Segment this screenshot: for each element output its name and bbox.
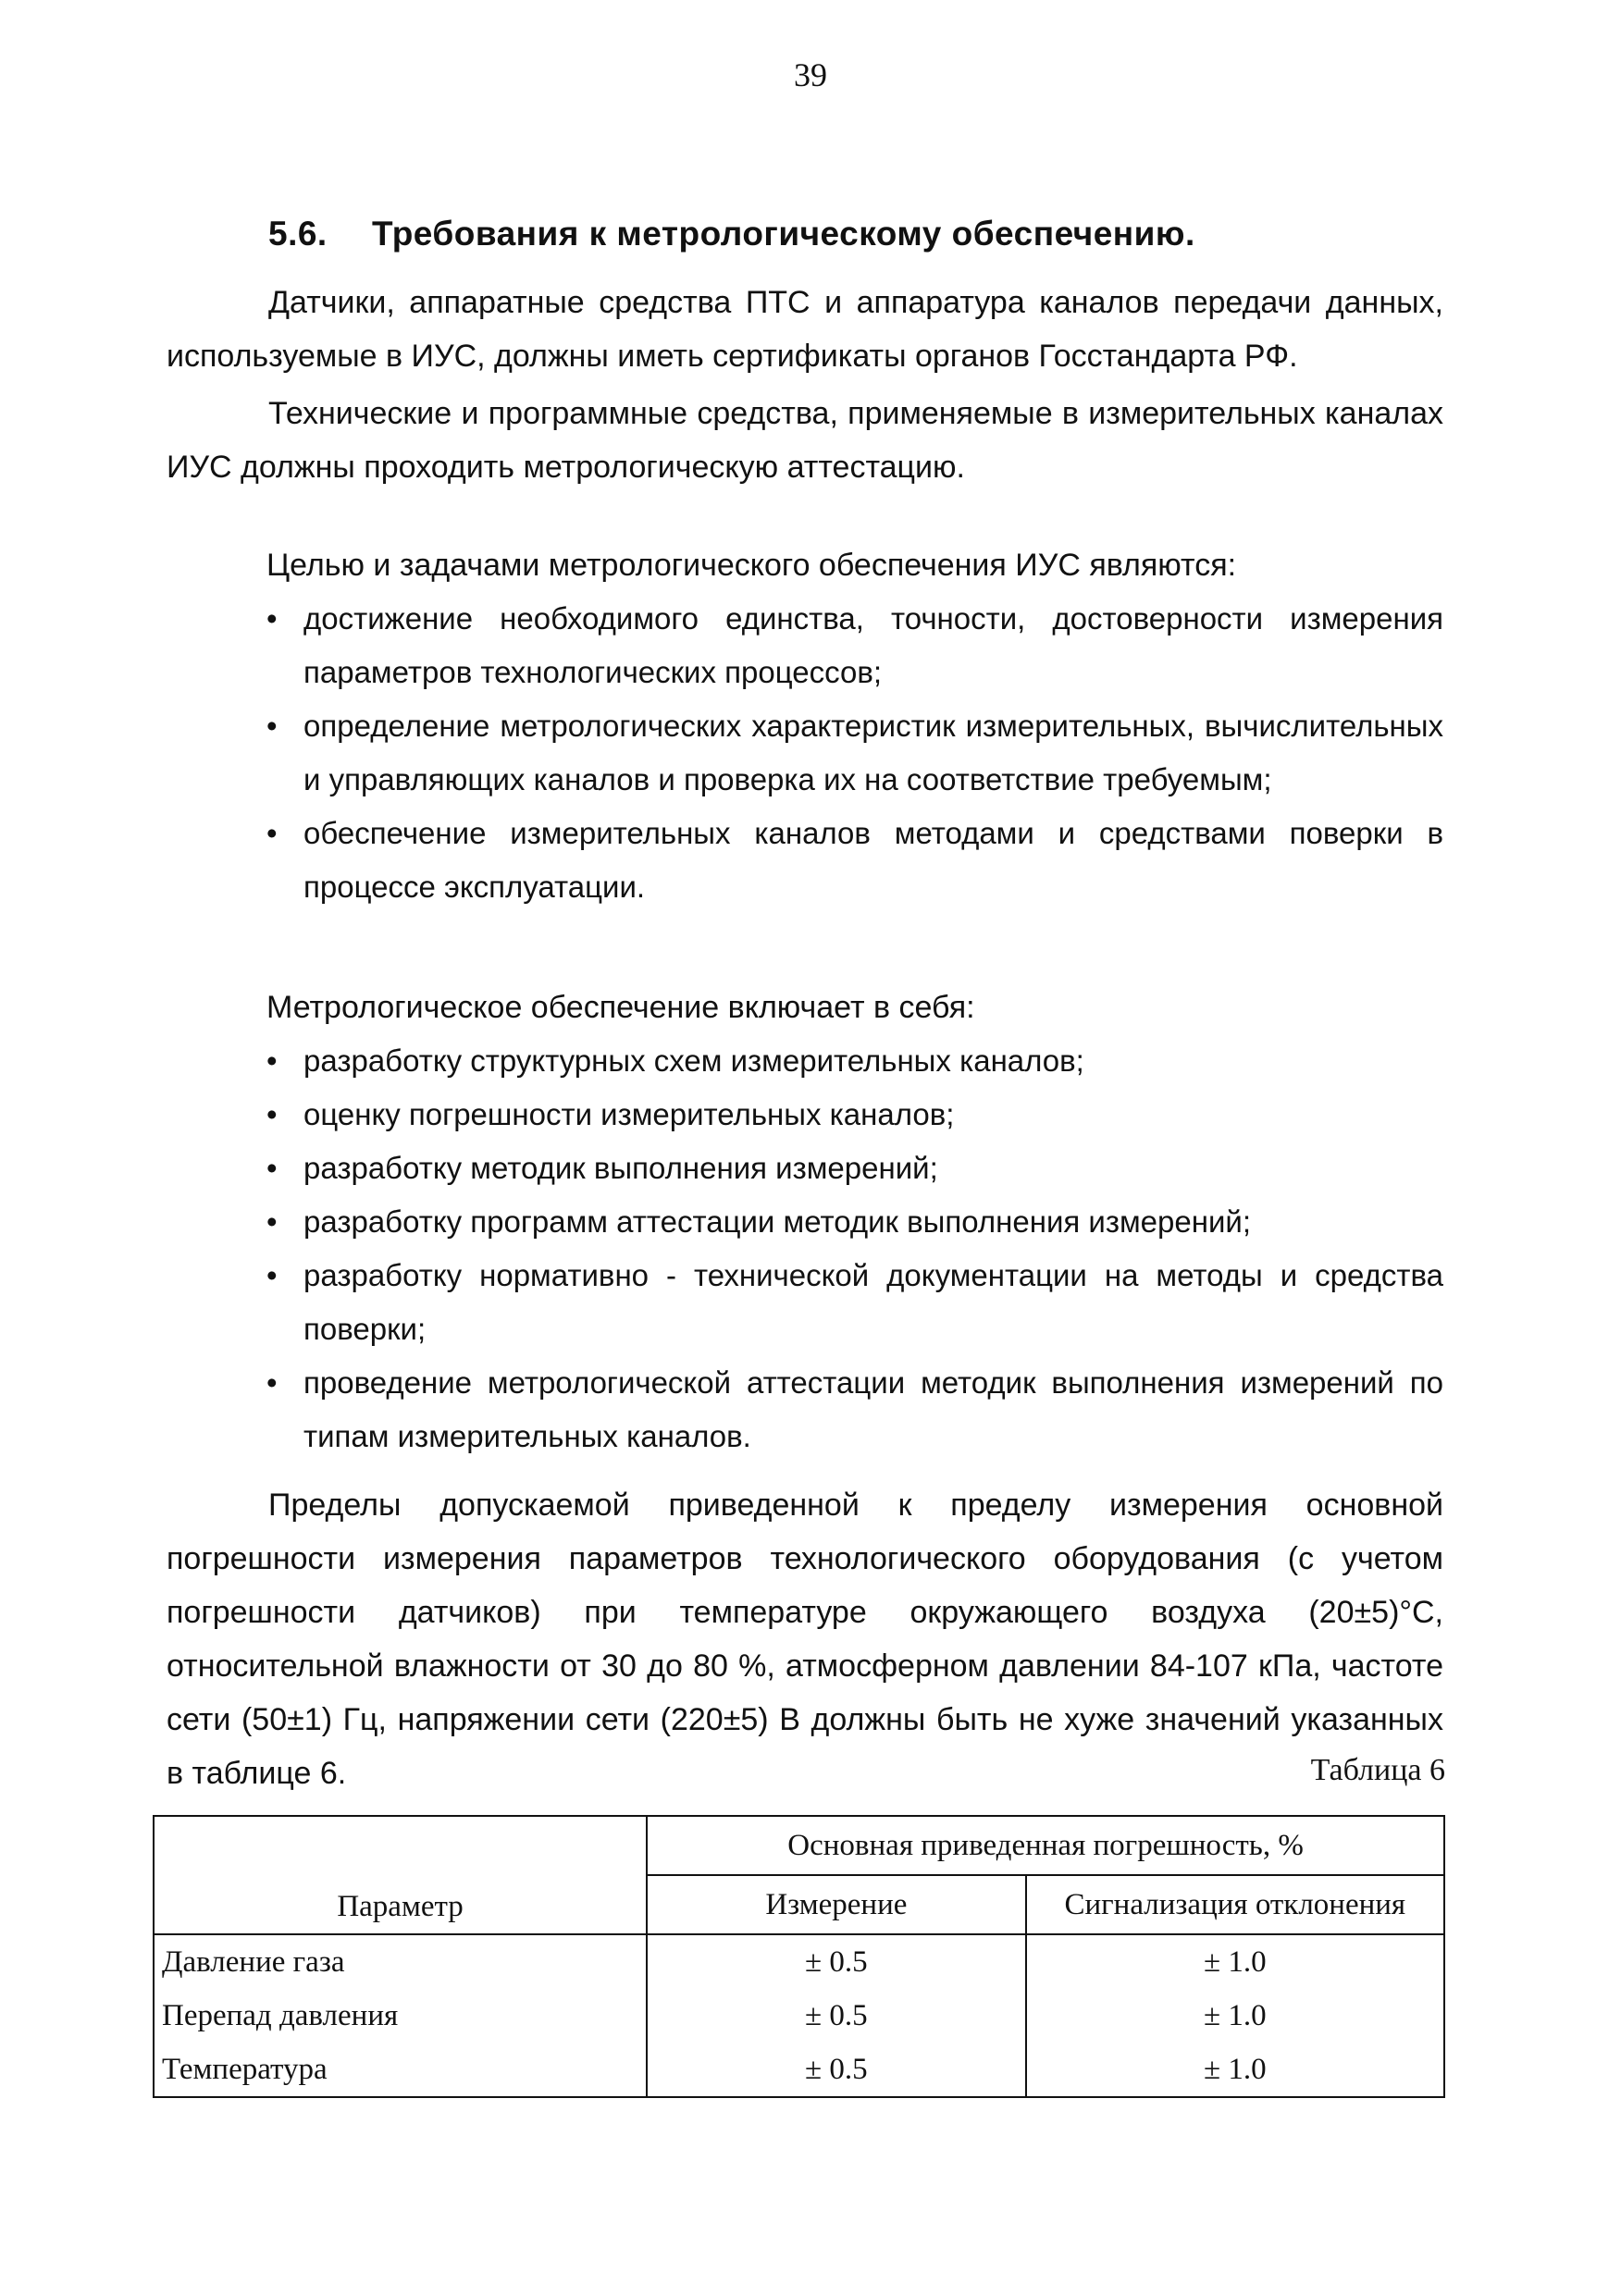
cell-signal: ± 1.0 [1026, 1989, 1444, 2043]
list-item: • разработку структурных схем измерительных каналов; [266, 1034, 1443, 1088]
list-item: • достижение необходимого единства, точности, достоверности измерения параметров технологических процессов; [266, 592, 1443, 699]
list-item: • определение метрологических характеристик измерительных, вычислительных и управляющих каналов и проверка их на соответствие требуемым; [266, 699, 1443, 807]
includes-lead: Метрологическое обеспечение включает в себя: [266, 990, 975, 1025]
paragraph-limits: Пределы допускаемой приведенной к пределу измерения основной погрешности измерения параметров технологического оборудования (с учетом погрешности датчиков) при температуре окружающего воздуха (20±5)°С, относительной влажности от 30 до 80 %, атмосферном давлении 84-107 кПа, частоте сети (50±1) Гц, напряжении сети (220±5) В должны быть не хуже значений указанных в таблице 6. [167, 1487, 1443, 1791]
cell-signal: ± 1.0 [1026, 2043, 1444, 2097]
cell-param: Температура [154, 2043, 647, 2097]
list-item: • обеспечение измерительных каналов методами и средствами поверки в процессе эксплуатации. [266, 807, 1443, 914]
header-group: Основная приведенная погрешность, % [647, 1816, 1444, 1875]
list-item: • разработку нормативно - технической документации на методы и средства поверки; [266, 1249, 1443, 1356]
cell-measure: ± 0.5 [647, 1934, 1025, 1989]
cell-measure: ± 0.5 [647, 2043, 1025, 2097]
goals-list [266, 592, 1443, 914]
bullet-icon: • [266, 1204, 278, 1239]
cell-param: Перепад давления [154, 1989, 647, 2043]
table-row [154, 2043, 1444, 2097]
paragraph-certificates: Датчики, аппаратные средства ПТС и аппаратура каналов передачи данных, используемые в ИУС, должны иметь сертификаты органов Госстандарта РФ. [167, 285, 1443, 374]
list-item: • разработку методик выполнения измерений; [266, 1142, 1443, 1195]
bullet-icon: • [266, 1365, 278, 1400]
bullet-icon: • [266, 816, 278, 850]
bullet-icon: • [266, 1258, 278, 1292]
list-item: • проведение метрологической аттестации методик выполнения измерений по типам измерительных каналов. [266, 1356, 1443, 1463]
section-heading [268, 215, 1195, 253]
bullet-icon: • [266, 709, 278, 743]
header-param: Параметр [154, 1816, 647, 1934]
includes-list [266, 1034, 1443, 1463]
page-number: 39 [794, 56, 827, 93]
bullet-icon: • [266, 1043, 278, 1078]
bullet-icon: • [266, 1097, 278, 1131]
cell-param: Давление газа [154, 1934, 647, 1989]
error-table [153, 1815, 1445, 2098]
paragraph-attestation: Технические и программные средства, применяемые в измерительных каналах ИУС должны проходить метрологическую аттестацию. [167, 396, 1443, 485]
cell-signal: ± 1.0 [1026, 1934, 1444, 1989]
section-number: 5.6. [268, 215, 328, 253]
table-row [154, 1989, 1444, 2043]
list-item: • оценку погрешности измерительных каналов; [266, 1088, 1443, 1142]
table-row [154, 1934, 1444, 1989]
bullet-icon: • [266, 601, 278, 636]
bullet-icon: • [266, 1151, 278, 1185]
section-title: Требования к метрологическому обеспечению. [372, 215, 1195, 253]
cell-measure: ± 0.5 [647, 1989, 1025, 2043]
list-item: • разработку программ аттестации методик выполнения измерений; [266, 1195, 1443, 1249]
header-measure: Измерение [647, 1875, 1025, 1934]
header-signal: Сигнализация отклонения [1026, 1875, 1444, 1934]
table-caption: Таблица 6 [1310, 1753, 1445, 1787]
goals-lead: Целью и задачами метрологического обеспечения ИУС являются: [266, 548, 1237, 583]
